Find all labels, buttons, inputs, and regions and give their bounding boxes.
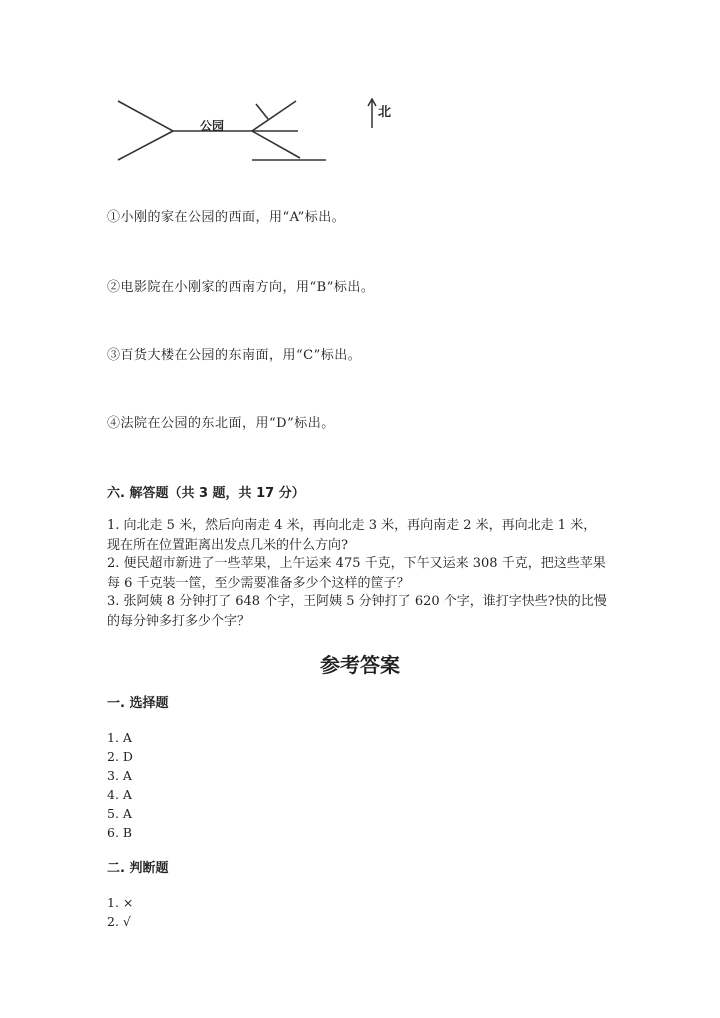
answers-section-1-heading: 一. 选择题 (107, 696, 169, 711)
answer-item: 2. √ (107, 914, 131, 929)
section-6-heading: 六. 解答题（共 3 题，共 17 分） (107, 486, 305, 501)
map-figure (110, 90, 410, 170)
answers-section-2-heading: 二. 判断题 (107, 861, 169, 876)
answers-section-1-list (107, 728, 133, 842)
north-label: 北 (378, 105, 392, 120)
answer-item: 3. A (107, 768, 132, 783)
problem-2: 2. 便民超市新进了一些苹果，上午运来 475 千克，下午又运来 308 千克，把这些苹果每 6 千克装一筐，至少需要准备多少个这样的筐子？ (107, 556, 606, 591)
problem-1: 1. 向北走 5 米，然后向南走 4 米，再向北走 3 米，再向南走 2 米，再向北走 1 米，现在所在位置距离出发点几米的什么方向? (107, 518, 597, 553)
map-drawing (110, 90, 410, 170)
road-north-stub (256, 104, 268, 119)
task-b: ②电影院在小刚家的西南方向，用“B”标出。 (107, 280, 375, 295)
road-west-lower (118, 131, 173, 160)
park-label: 公园 (200, 119, 225, 133)
answer-item: 5. A (107, 806, 132, 821)
answer-item: 6. B (107, 825, 133, 840)
answers-title: 参考答案 (320, 653, 400, 677)
task-a: ①小刚的家在公园的西面，用“A”标出。 (107, 210, 346, 225)
answer-item: 1. A (107, 730, 132, 745)
road-southeast (252, 131, 300, 158)
task-c: ③百货大楼在公园的东南面，用“C”标出。 (107, 348, 362, 363)
answer-item: 4. A (107, 787, 132, 802)
road-northeast (252, 101, 296, 131)
road-west-upper (118, 101, 173, 131)
answer-item: 1. × (107, 895, 134, 910)
answers-section-2-list (107, 893, 133, 931)
north-arrow (368, 99, 376, 128)
problem-3: 3. 张阿姨 8 分钟打了 648 个字，王阿姨 5 分钟打了 620 个字，谁打字快些?快的比慢的每分钟多打多少个字？ (107, 594, 607, 629)
answer-item: 2. D (107, 749, 133, 764)
task-d: ④法院在公园的东北面，用“D”标出。 (107, 416, 335, 431)
